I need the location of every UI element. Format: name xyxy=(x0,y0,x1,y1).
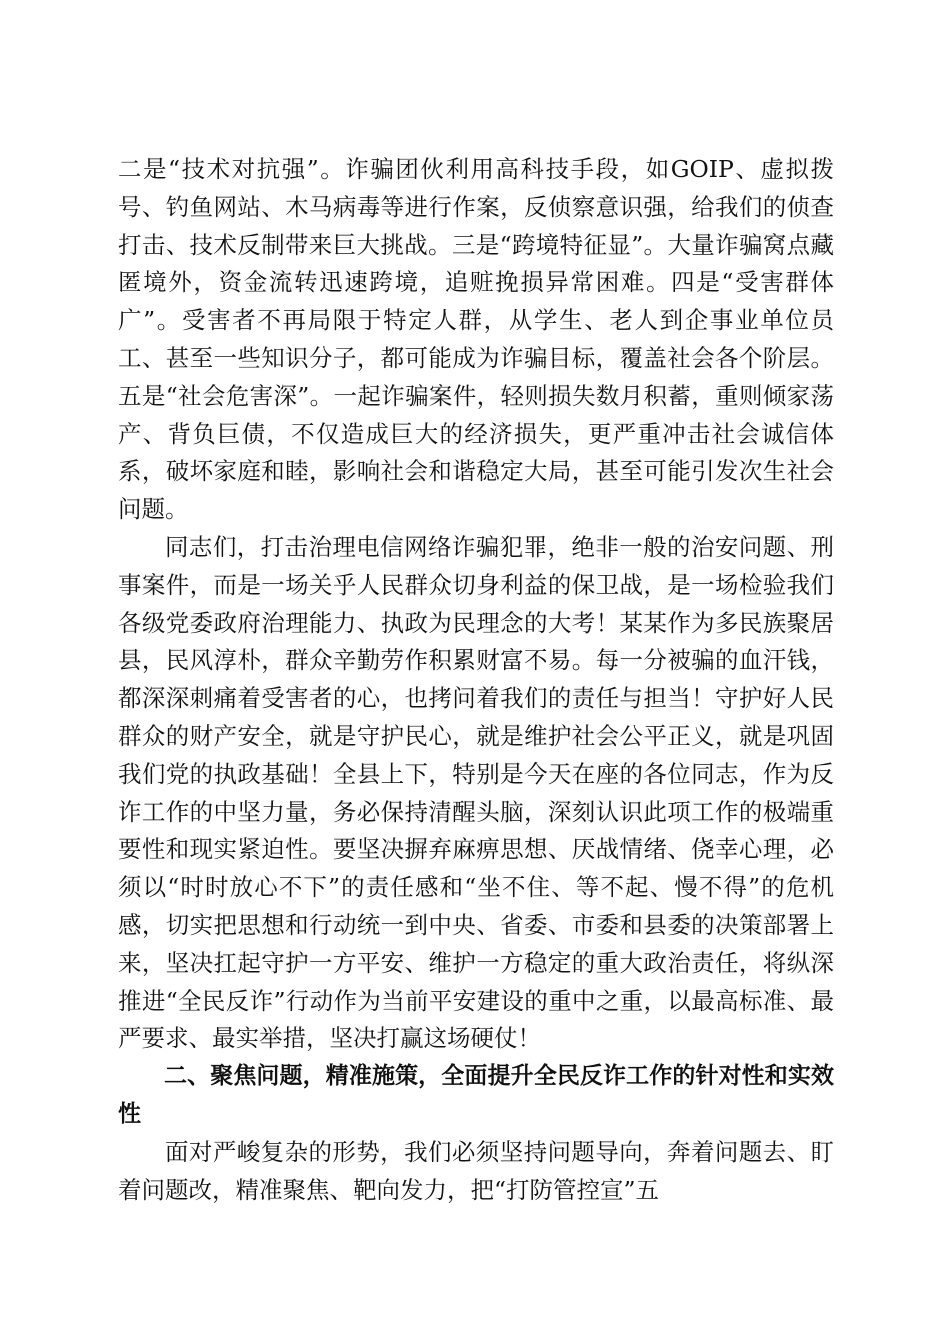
section-heading: 二、聚焦问题，精准施策，全面提升全民反诈工作的针对性和实效性 xyxy=(118,1063,834,1127)
paragraph-problem-oriented: 面对严峻复杂的形势，我们必须坚持问题导向，奔着问题去、盯着问题改，精准聚焦、靶向发力，把“打防管控宣”五 xyxy=(118,1137,834,1204)
paragraph-comrades-address: 同志们，打击治理电信网络诈骗犯罪，绝非一般的治安问题、刑事案件，而是一场关乎人民群众切身利益的保卫战，是一场检验我们各级党委政府治理能力、执政为民理念的大考！某某作为多民族聚居县，民风淳朴，群众辛勤劳作积累财富不易。每一分被骗的血汗钱，都深深刺痛着受害者的心，也拷问着我们的责任与担当！守护好人民群众的财产安全，就是守护民心，就是维护社会公平正义，就是巩固我们党的执政基础！全县上下，特别是今天在座的各位同志，作为反诈工作的中坚力量，务必保持清醒头脑，深刻认识此项工作的极端重要性和现实紧迫性。要坚决摒弃麻痹思想、厌战情绪、侥幸心理，必须以“时时放心不下”的责任感和“坐不住、等不起、慢不得”的危机感，切实把思想和行动统一到中央、省委、市委和县委的决策部署上来，坚决扛起守护一方平安、维护一方稳定的重大政治责任，将纵深推进“全民反诈”行动作为当前平安建设的重中之重，以最高标准、最严要求、最实举措，坚决打赢这场硬仗！ xyxy=(118,532,834,1053)
document-body xyxy=(118,151,834,1209)
paragraph-fraud-characteristics: 二是“技术对抗强”。诈骗团伙利用高科技手段，如GOIP、虚拟拨号、钓鱼网站、木马病毒等进行作案，反侦察意识强，给我们的侦查打击、技术反制带来巨大挑战。三是“跨境特征显”。大量诈骗窝点藏匿境外，资金流转迅速跨境，追赃挽损异常困难。四是“受害群体广”。受害者不再局限于特定人群，从学生、老人到企事业单位员工、甚至一些知识分子，都可能成为诈骗目标，覆盖社会各个阶层。五是“社会危害深”。一起诈骗案件，轻则损失数月积蓄，重则倾家荡产、背负巨债，不仅造成巨大的经济损失，更严重冲击社会诚信体系，破坏家庭和睦，影响社会和谐稳定大局，甚至可能引发次生社会问题。 xyxy=(118,155,834,524)
